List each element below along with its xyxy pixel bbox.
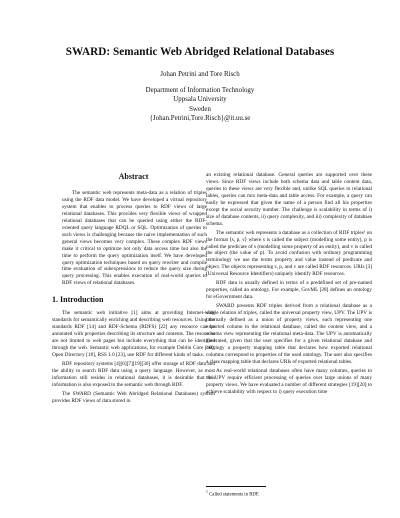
affiliation: Department of Information Technology <box>145 86 255 94</box>
footnote-text: Called statements in RDF. <box>209 492 260 498</box>
left-column <box>52 172 215 407</box>
body-paragraph: As real-world relational databases often have many columns, queries to the UPV require efficient processing of queries over large unions of many property views. We have evaluated a number of different strategies [19][20] to achieve scalability with respect to i) query execution time <box>206 367 372 395</box>
abstract-section <box>52 172 215 287</box>
abstract-heading: Abstract <box>118 172 149 181</box>
intro-paragraph: RDF repository systems [4][6][7][19][30] offer storage of RDF data and the ability to search RDF data using a query language. However, as most information still resides in relational databases, it is desirable that this information is also exposed to the semantic web through RDF. <box>52 361 215 388</box>
body-paragraph: RDF data is usually defined in terms of a predefined set of pre-named properties, called an ontology. For example, GovML [28] defines an ontology for eGovernment data. <box>206 280 372 301</box>
country: Sweden <box>189 105 211 113</box>
author-block <box>0 70 400 124</box>
right-column <box>206 172 372 398</box>
footnote-divider <box>206 486 266 487</box>
intro-paragraph: The semantic web initiative [1] aims at providing Internet-wide standards for semantically enriching and describing web resources. Using the standards RDF [14] and RDF-Schema (RDFS) [22] any resource can be annotated with properties describing its structure and contents. The resources are not limited to web pages but include everything that can be identified through the web. Semantic web applications, for example Dublin Core [10], Open Directory [18], RSS 1.0 [23], use RDF for different kinds of tasks. <box>52 310 215 359</box>
authors: Johan Petrini and Tore Risch <box>160 71 240 78</box>
footnote-marker: 1 <box>206 490 208 494</box>
university: Uppsala University <box>173 96 227 103</box>
abstract-text: The semantic web represents meta-data as a relation of triples using the RDF data model. We have developed a virtual repository system that enables to process queries to RDF views of large relational databases. This provides very flexible views of wrapped relational databases that can be queried using either the RDF-oriented query language RDQL or SQL. Optimization of queries to such views is challenging because the naive implementation of such general views becomes very complex. These complex RDF views make it critical to optimize not only data access time but also the time to perform the query optimization itself. We have developed query optimization techniques based on query rewriter and compile time evaluation of subexpressions to reduce the query size during query processing. This enables execution of real-world queries to RDF views of relational databases. <box>62 190 207 287</box>
author-emails: {Johan.Petrini,Tore.Risch}@it.uu.se <box>149 115 251 122</box>
paper-title: SWARD: Semantic Web Abridged Relational Databases <box>65 46 335 58</box>
footnote <box>206 489 372 499</box>
body-paragraph: SWARD presents RDF triples derived from a relational database as a single relation of triples, called the universal property view, UPV. The UPV is internally defined as a union of property views, each representing one exported column in the relational database, called the content view, and a schema view representing the relational meta-data. The UPV is automatically generated, given that the user specifies for a given relational database and ontology a property mapping table that declares how exported relational columns correspond to properties of the used ontology. The user also specifies a class mapping table that declares URIs of exported relational tables. <box>206 303 372 365</box>
section-heading-introduction: 1. Introduction <box>52 295 104 305</box>
body-paragraph: The semantic web represents a database as a collection of RDF triples¹ on the format ⟨s, p, v⟩ where s is called the subject (modelling some entity), p is called the predicate of s (modelling some property of an entity), and v is called the object (the value of p). To avoid confusion with ordinary programming terminology we use the terms property and value instead of predicate and object. The objects representing s, p, and v are called RDF resources. URIs [3] (Universal Resource Identifiers) uniquely identify RDF resources. <box>206 229 372 278</box>
body-paragraph: an existing relational database. General queries are supported over these views. Since RDF views include both schema data and table content data, queries to these views are very flexible and, unlike SQL queries to relational tables, queries can mix meta-data and table access. For example, a query can easily be expressed that given the name of a person find all his properties except the social security number. The challenge is scalability in terms of i) size of database contents, ii) query complexity, and iii) complexity of database schema. <box>206 172 372 227</box>
intro-paragraph: The SWARD (Semantic Web Abridged Relational Databases) system provides RDF views of data stored in <box>52 390 215 404</box>
